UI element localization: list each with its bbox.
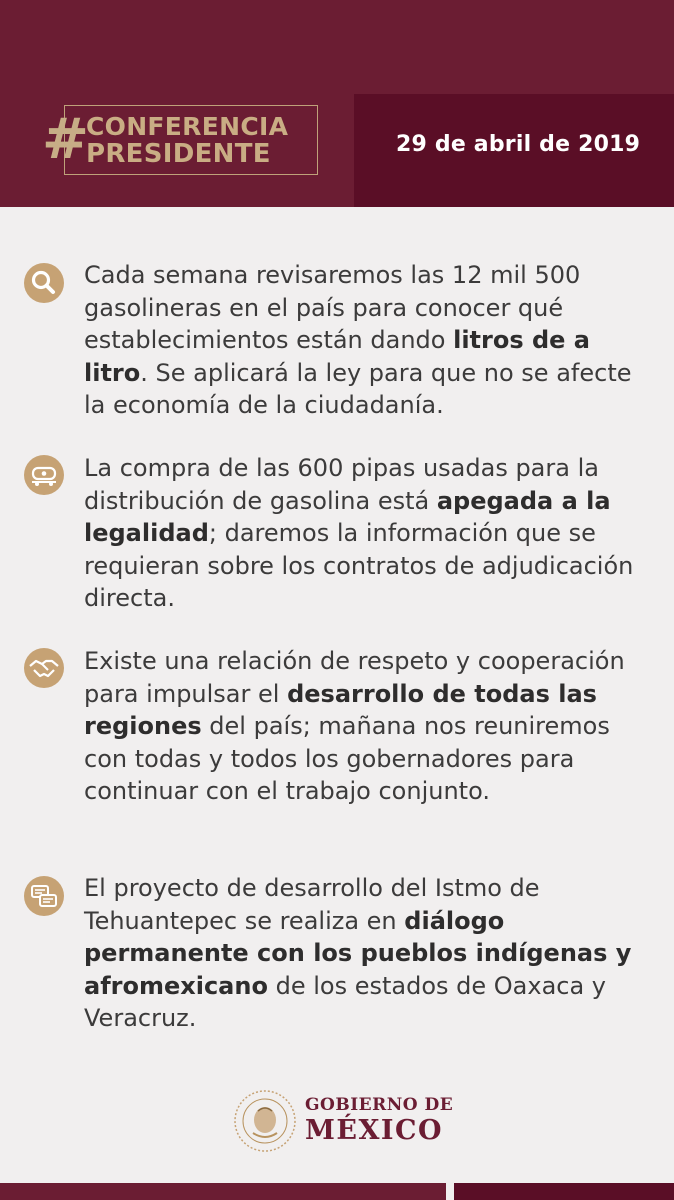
- item-text: ; daremos la información que se requieran sobre los contratos de adjudicación directa.: [84, 519, 634, 613]
- chat-bubbles-icon: [24, 876, 64, 916]
- government-line-1: GOBIERNO DE: [305, 1095, 454, 1115]
- item-text: Existe una relación de respeto y cooperación para impulsar el: [84, 647, 625, 708]
- item-tanker-purchase: [84, 452, 654, 615]
- item-bold: desarrollo de todas las regiones: [84, 679, 597, 741]
- item-bold: litros de a litro: [84, 326, 590, 387]
- item-regional-development: [84, 645, 654, 808]
- hashtag-symbol: #: [42, 107, 89, 172]
- item-text: del país; mañana nos reuniremos con todas y todos los gobernadores para continuar con el trabajo conjunto.: [84, 712, 610, 806]
- bottom-bar-left: [0, 1183, 446, 1200]
- bottom-bar-right: [454, 1183, 674, 1200]
- item-text: La compra de las 600 pipas usadas para la distribución de gasolina está: [84, 454, 599, 515]
- item-isthmus-project: [84, 872, 654, 1035]
- tanker-truck-icon: [24, 455, 64, 495]
- date-label: 29 de abril de 2019: [396, 132, 641, 157]
- header: [0, 0, 674, 207]
- magnifier-icon: [24, 263, 64, 303]
- item-text: . Se aplicará la ley para que no se afecte la economía de la ciudadanía.: [84, 358, 632, 420]
- mexican-coat-of-arms-icon: [231, 1087, 299, 1155]
- item-text: Cada semana revisaremos las 12 mil 500 gasolineras en el país para conocer qué establecimientos están dando: [84, 261, 581, 355]
- government-line-2: MÉXICO: [305, 1115, 444, 1146]
- item-text: de los estados de Oaxaca y Veracruz.: [84, 971, 607, 1033]
- item-bold: apegada a la legalidad: [84, 486, 611, 548]
- logo-line-1: CONFERENCIA: [86, 112, 289, 141]
- handshake-icon: [24, 648, 64, 688]
- logo-line-2: PRESIDENTE: [86, 139, 271, 169]
- item-fuel-stations: [84, 259, 654, 422]
- item-text: El proyecto de desarrollo del Istmo de Tehuantepec se realiza en: [84, 874, 540, 935]
- item-bold: diálogo permanente con los pueblos indígenas y afromexicano: [84, 906, 632, 1000]
- date-block: [354, 94, 674, 207]
